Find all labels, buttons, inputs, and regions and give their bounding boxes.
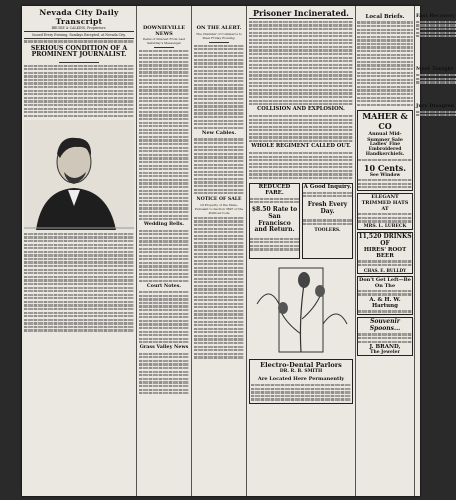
rootbeer-ad — [357, 232, 413, 274]
col4-head2: COLLISION AND EXPLOSION. — [257, 106, 345, 113]
column-3 — [194, 6, 244, 496]
column-2 — [139, 6, 189, 496]
hartung-name: A. & H. W. Hartung — [369, 297, 401, 310]
rootbeer-title: HIRES' ROOT BEER — [363, 246, 407, 259]
col1-headline: SERIOUS CONDITION OF A PROMINENT JOURNALIST. — [30, 44, 128, 59]
souvenir-title: Souvenir Spoons... — [369, 318, 401, 333]
good-inquiry-title: A Good Inquiry. — [303, 184, 352, 191]
flower-illustration — [249, 264, 353, 356]
col3-notice-sub: Of Property of the State, Pursuant to Section 3897 of the Political Code — [194, 203, 244, 216]
hartung-ad — [357, 276, 413, 316]
masthead-title: Nevada City Daily Transcript — [39, 8, 119, 26]
col3-head2: New Cables. — [201, 129, 237, 136]
dental-parlors-ad — [249, 359, 353, 404]
col6-head2: Meet Tonight — [416, 66, 454, 73]
column-4 — [249, 6, 353, 496]
good-inquiry-sign: TOOLERS. — [314, 228, 341, 234]
maher-item: Ladies' Fine Embroidered Handkerchiefs. — [365, 141, 405, 157]
souvenir-ad — [357, 317, 413, 356]
col5-head1: Local Briefs. — [365, 14, 405, 20]
reduced-fare-ad — [249, 183, 300, 259]
reduced-fare-title: REDUCED FARE. — [258, 184, 291, 197]
col4-head3: WHOLE REGIMENT CALLED OUT. — [251, 143, 351, 150]
column-1 — [24, 6, 134, 496]
lubeck-name: MRS. L. LUBECK — [363, 223, 407, 229]
col2-head2: Wedding Bells. — [143, 221, 185, 228]
column-6 — [416, 6, 456, 496]
maher-price: 10 Cents. — [363, 162, 407, 173]
good-inquiry-body: Fresh Every Day. — [307, 201, 348, 216]
col2-head4: Grass Valley News — [139, 344, 189, 351]
newspaper-page — [22, 6, 455, 496]
brand-tag: The Jeweler — [370, 350, 400, 356]
col3-head: ON THE ALERT. — [196, 25, 242, 31]
portrait-illustration — [24, 120, 134, 230]
col6-head1: Fast Recovery — [416, 13, 455, 19]
col2-head: DOWNIEVILLE NEWS — [142, 25, 186, 37]
hats-title: ELEGANT TRIMMED HATS AT — [361, 193, 409, 212]
dental-body: Are Located Here Permanently — [257, 376, 345, 383]
maher-ad — [357, 110, 413, 191]
drinks-title: 11,520 DRINKS OF — [358, 232, 412, 247]
column-5 — [357, 6, 413, 496]
col3-deck: The Chamber of Commerce to Meet Friday Evening. — [196, 31, 242, 40]
col2-head3: Court Notes. — [146, 282, 182, 289]
portrait-svg — [24, 120, 134, 230]
maher-title: MAHER & CO — [362, 110, 408, 131]
maher-sale: Annual Mid-Summer Sale — [367, 130, 403, 143]
flower-svg — [249, 264, 353, 356]
bulldy-name: CHAS. E. BULLDY — [363, 267, 407, 273]
dental-sub: DR. R. B. SMITH — [279, 369, 323, 375]
col2-deck: Items of Interest From Last Saturday's Messenger — [142, 37, 186, 45]
reduced-fare-body: $8.50 Rate to San Francisco and Return. — [251, 206, 298, 234]
col6-head3: Jury Disagree — [416, 102, 455, 109]
left-title: Don't Get Left—Be On The — [359, 276, 411, 289]
hats-ad — [357, 193, 413, 230]
masthead-publisher: BRUSIE & CALKINS, Proprietors. — [51, 26, 107, 30]
brand-name: J. BRAND, — [369, 344, 401, 351]
good-inquiry-ad — [302, 183, 353, 259]
maher-save: See Window — [369, 172, 401, 178]
col3-notice: NOTICE OF SALE — [196, 197, 242, 203]
col4-head: Prisoner Incinerated. — [253, 8, 349, 18]
masthead-terms: Issued Every Evening, Sundays Excepted, at Nevada City. — [32, 33, 126, 37]
dental-title: Electro-Dental Parlors — [260, 361, 342, 370]
